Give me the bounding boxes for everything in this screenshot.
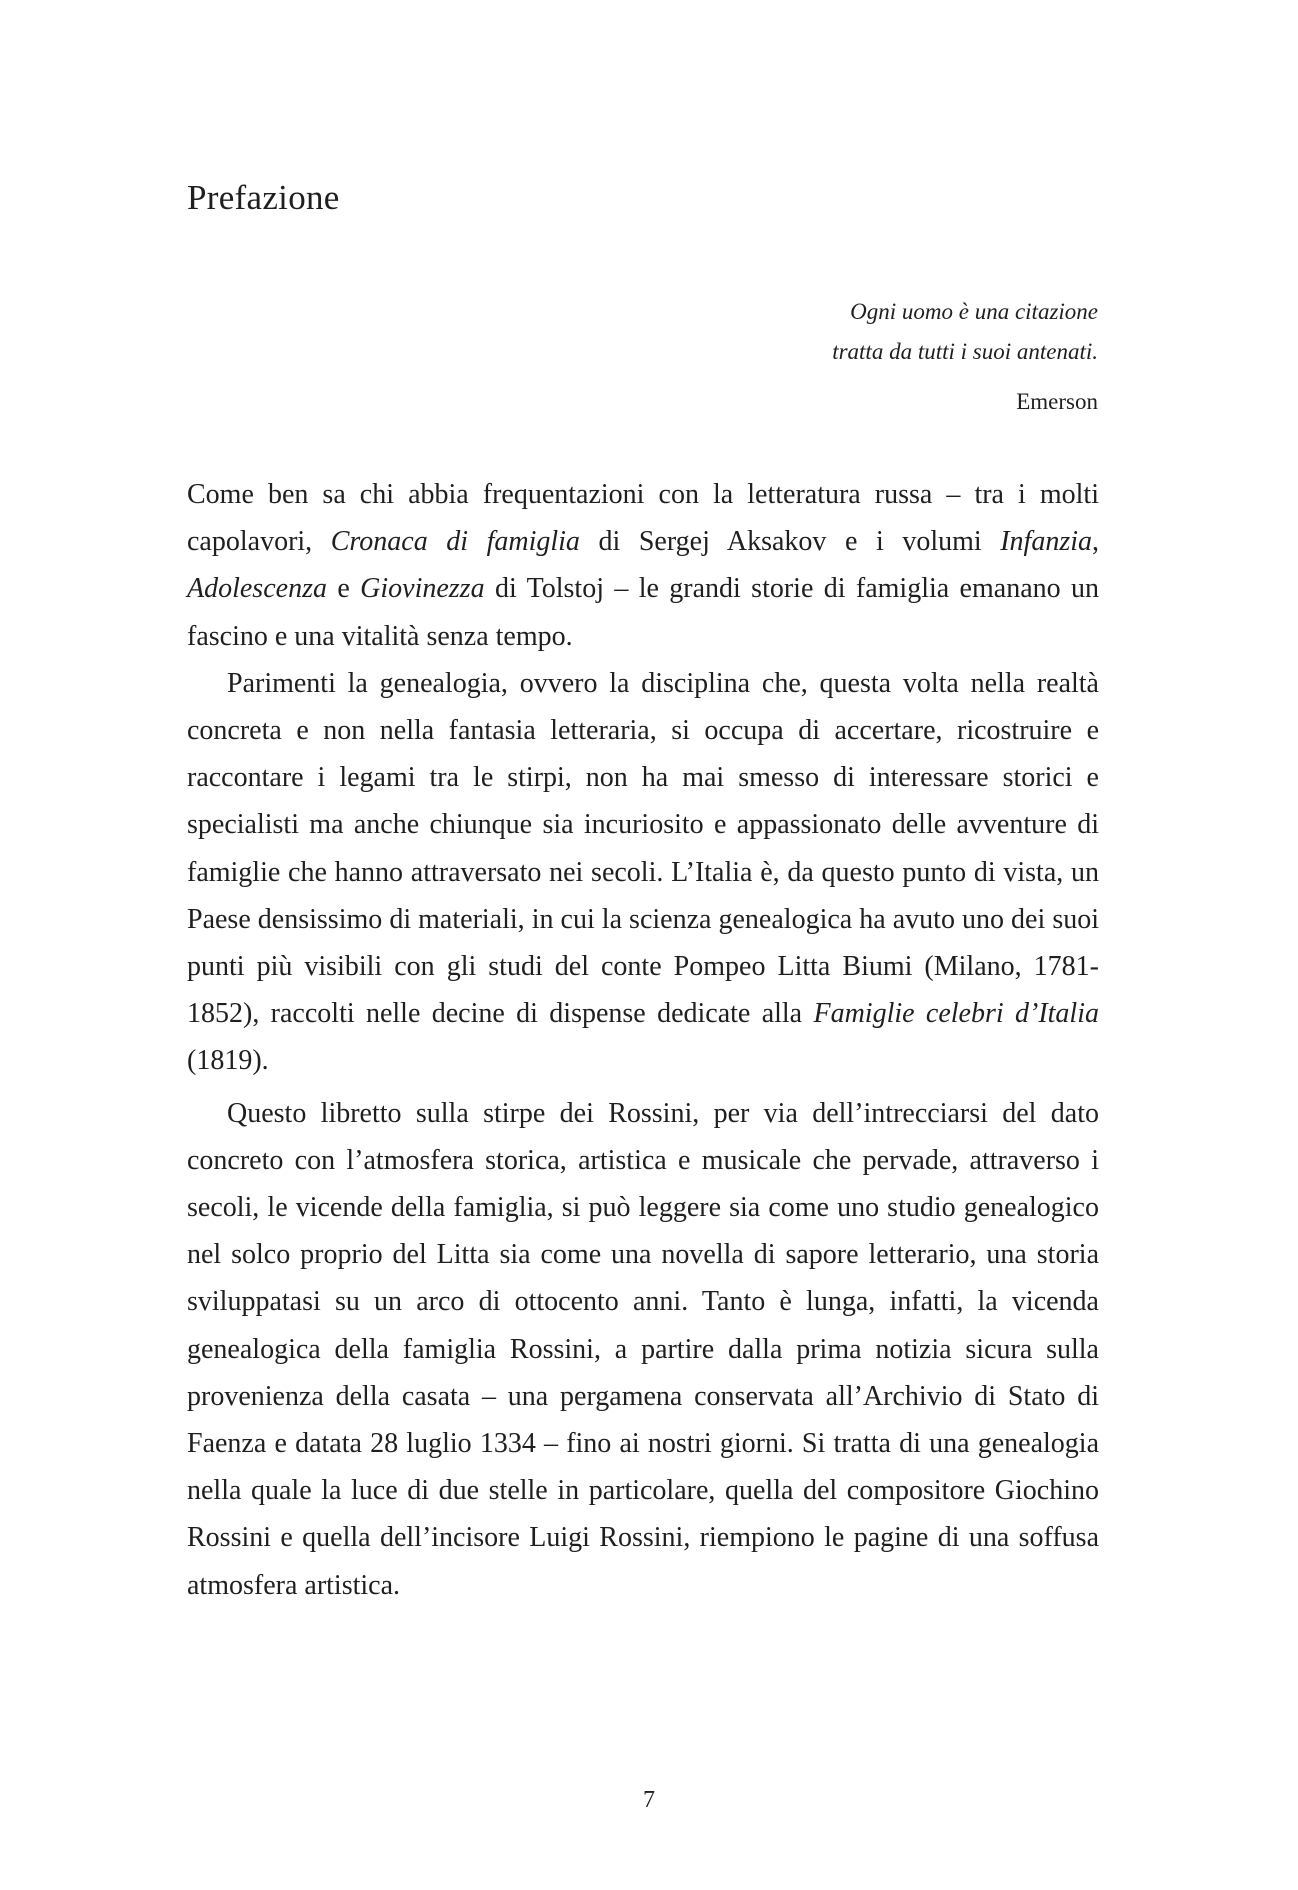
chapter-title: Prefazione [187, 178, 340, 217]
epigraph [498, 292, 1098, 422]
paragraph-3: Questo libretto sulla stirpe dei Rossini, per via dell’intrecciarsi del dato concreto con l’atmosfera storica, artistica e musicale che pervade, attraverso i secoli, le vicende della famiglia, si può leggere sia come uno studio genealogico nel solco proprio del Litta sia come una novella di sapore letterario, una storia sviluppatasi su un arco di ottocento anni. Tanto è lunga, infatti, la vicenda genealogica della famiglia Rossini, a partire dalla prima notizia sicura sulla provenienza della casata – una pergamena conservata all’Archivio di Stato di Faenza e datata 28 luglio 1334 – fino ai nostri giorni. Si tratta di una genealogia nella quale la luce di due stelle in particolare, quella del compositore Giochino Rossini e quella dell’incisore Luigi Rossini, riempiono le pagine di una soffusa atmosfera artistica. [187, 1097, 1099, 1601]
paragraph-1-italic-title-2: Infanzia [1000, 526, 1092, 558]
epigraph-author: Emerson [1016, 389, 1098, 414]
paragraph-1-text-5: di Tolstoj – le grandi storie di famiglia emanano un fascino e una vitalità senza tempo. [187, 573, 1099, 652]
paragraph-1-text-1: Come ben sa chi abbia frequentazioni con la letteratura russa – tra i molti capolavori, [187, 479, 1099, 558]
paragraph-2-text-2: (1819). [187, 1045, 269, 1077]
epigraph-quote-line-1: Ogni uomo è una citazione [850, 299, 1098, 324]
body-text [187, 471, 1099, 1609]
epigraph-quote-line-2: tratta da tutti i suoi antenati. [832, 339, 1098, 364]
paragraph-1-italic-title-4: Giovinezza [360, 573, 485, 605]
paragraph-2-text-1: Parimenti la genealogia, ovvero la disciplina che, questa volta nella realtà concreta e non nella fantasia letteraria, si occupa di accertare, ricostruire e raccontare i legami tra le stirpi, non ha mai smesso di interessare storici e specialisti ma anche chiunque sia incuriosito e appassionato delle avventure di famiglie che hanno attraversato nei secoli. L’Italia è, da questo punto di vista, un Paese densissimo di materiali, in cui la scienza genealogica ha avuto uno dei suoi punti più visibili con gli studi del conte Pompeo Litta Biumi (Milano, 1781-1852), raccolti nelle decine di dispense dedicate alla [187, 667, 1099, 1030]
paragraph-2 [187, 660, 1099, 1085]
paragraph-1-text-3: , [1092, 526, 1099, 558]
paragraph-1-text-2: di Sergej Aksakov e i volumi [579, 526, 1001, 558]
paragraph-1-italic-title-1: Cronaca di famiglia [330, 526, 580, 558]
page-number: 7 [643, 1787, 655, 1813]
paragraph-2-italic-title: Famiglie celebri d’Italia [813, 998, 1099, 1030]
paragraph-1 [187, 471, 1099, 660]
paragraph-1-italic-title-3: Adolescenza [187, 573, 327, 605]
paragraph-1-text-4: e [326, 573, 361, 605]
